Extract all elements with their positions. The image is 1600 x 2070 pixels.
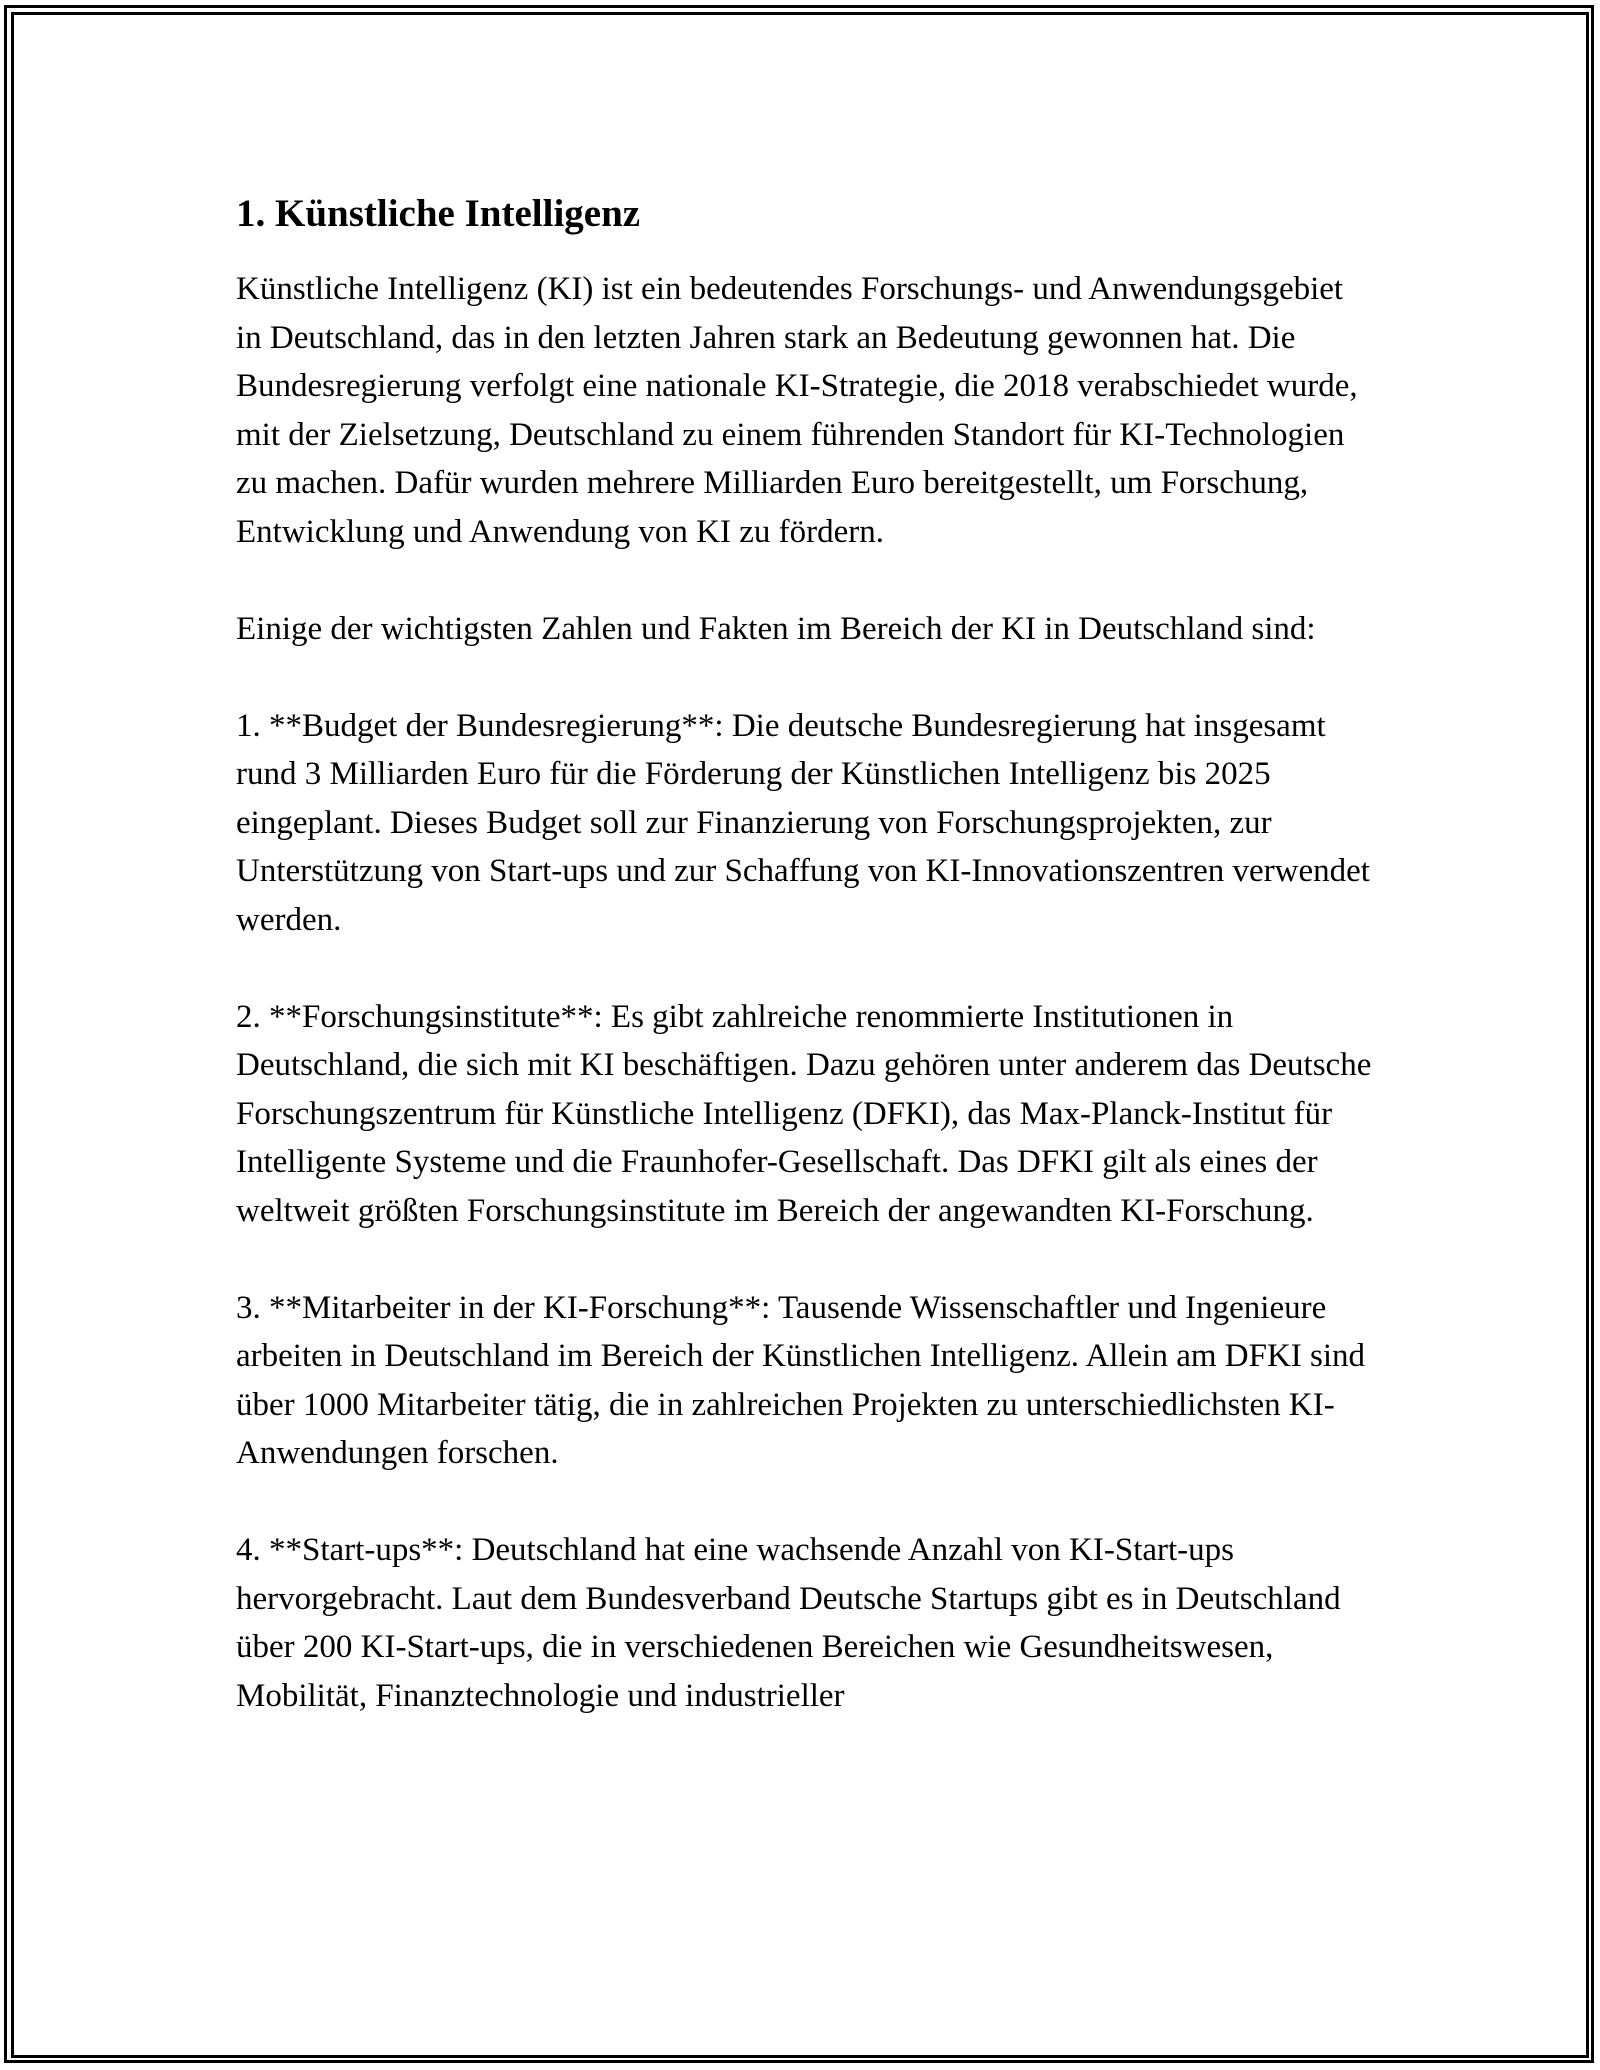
fact-startups-paragraph: 4. **Start-ups**: Deutschland hat eine wachsende Anzahl von KI-Start-ups hervorgebracht. Laut dem Bundesverband Deutsche Startups gibt es in Deutschland über 200 KI-Start-ups, die in verschiedenen Bereichen wie Gesundheitswesen, Mobilität, Finanztechnologie und industrieller (236, 1532, 1341, 1714)
document-body (236, 188, 1376, 1720)
intro-paragraph: Künstliche Intelligenz (KI) ist ein bedeutendes Forschungs- und Anwendungsgebiet in Deutschland, das in den letzten Jahren stark an Bedeutung gewonnen hat. Die Bundesregierung verfolgt eine nationale KI-Strategie, die 2018 verabschiedet wurde, mit der Zielsetzung, Deutschland zu einem führenden Standort für KI-Technologien zu machen. Dafür wurden mehrere Milliarden Euro bereitgestellt, um Forschung, Entwicklung und Anwendung von KI zu fördern. (236, 271, 1358, 550)
facts-intro-paragraph: Einige der wichtigsten Zahlen und Fakten im Bereich der KI in Deutschland sind: (236, 610, 1316, 647)
fact-institutes-paragraph: 2. **Forschungsinstitute**: Es gibt zahlreiche renommierte Institutionen in Deutschland, die sich mit KI beschäftigen. Dazu gehören unter anderem das Deutsche Forschungszentrum für Künstliche Intelligenz (DFKI), das Max-Planck-Institut für Intelligente Systeme und die Fraunhofer-Gesellschaft. Das DFKI gilt als eines der weltweit größten Forschungsinstitute im Bereich der angewandten KI-Forschung. (236, 998, 1372, 1229)
section-heading: 1. Künstliche Intelligenz (236, 192, 641, 235)
fact-staff-paragraph: 3. **Mitarbeiter in der KI-Forschung**: Tausende Wissenschaftler und Ingenieure arbeiten in Deutschland im Bereich der Künstlichen Intelligenz. Allein am DFKI sind über 1000 Mitarbeiter tätig, die in zahlreichen Projekten zu unterschiedlichsten KI-Anwendungen forschen. (236, 1289, 1366, 1471)
fact-budget-paragraph: 1. **Budget der Bundesregierung**: Die deutsche Bundesregierung hat insgesamt rund 3 Milliarden Euro für die Förderung der Künstlichen Intelligenz bis 2025 eingeplant. Dieses Budget soll zur Finanzierung von Forschungsprojekten, zur Unterstützung von Start-ups und zur Schaffung von KI-Innovationszentren verwendet werden. (236, 707, 1370, 938)
